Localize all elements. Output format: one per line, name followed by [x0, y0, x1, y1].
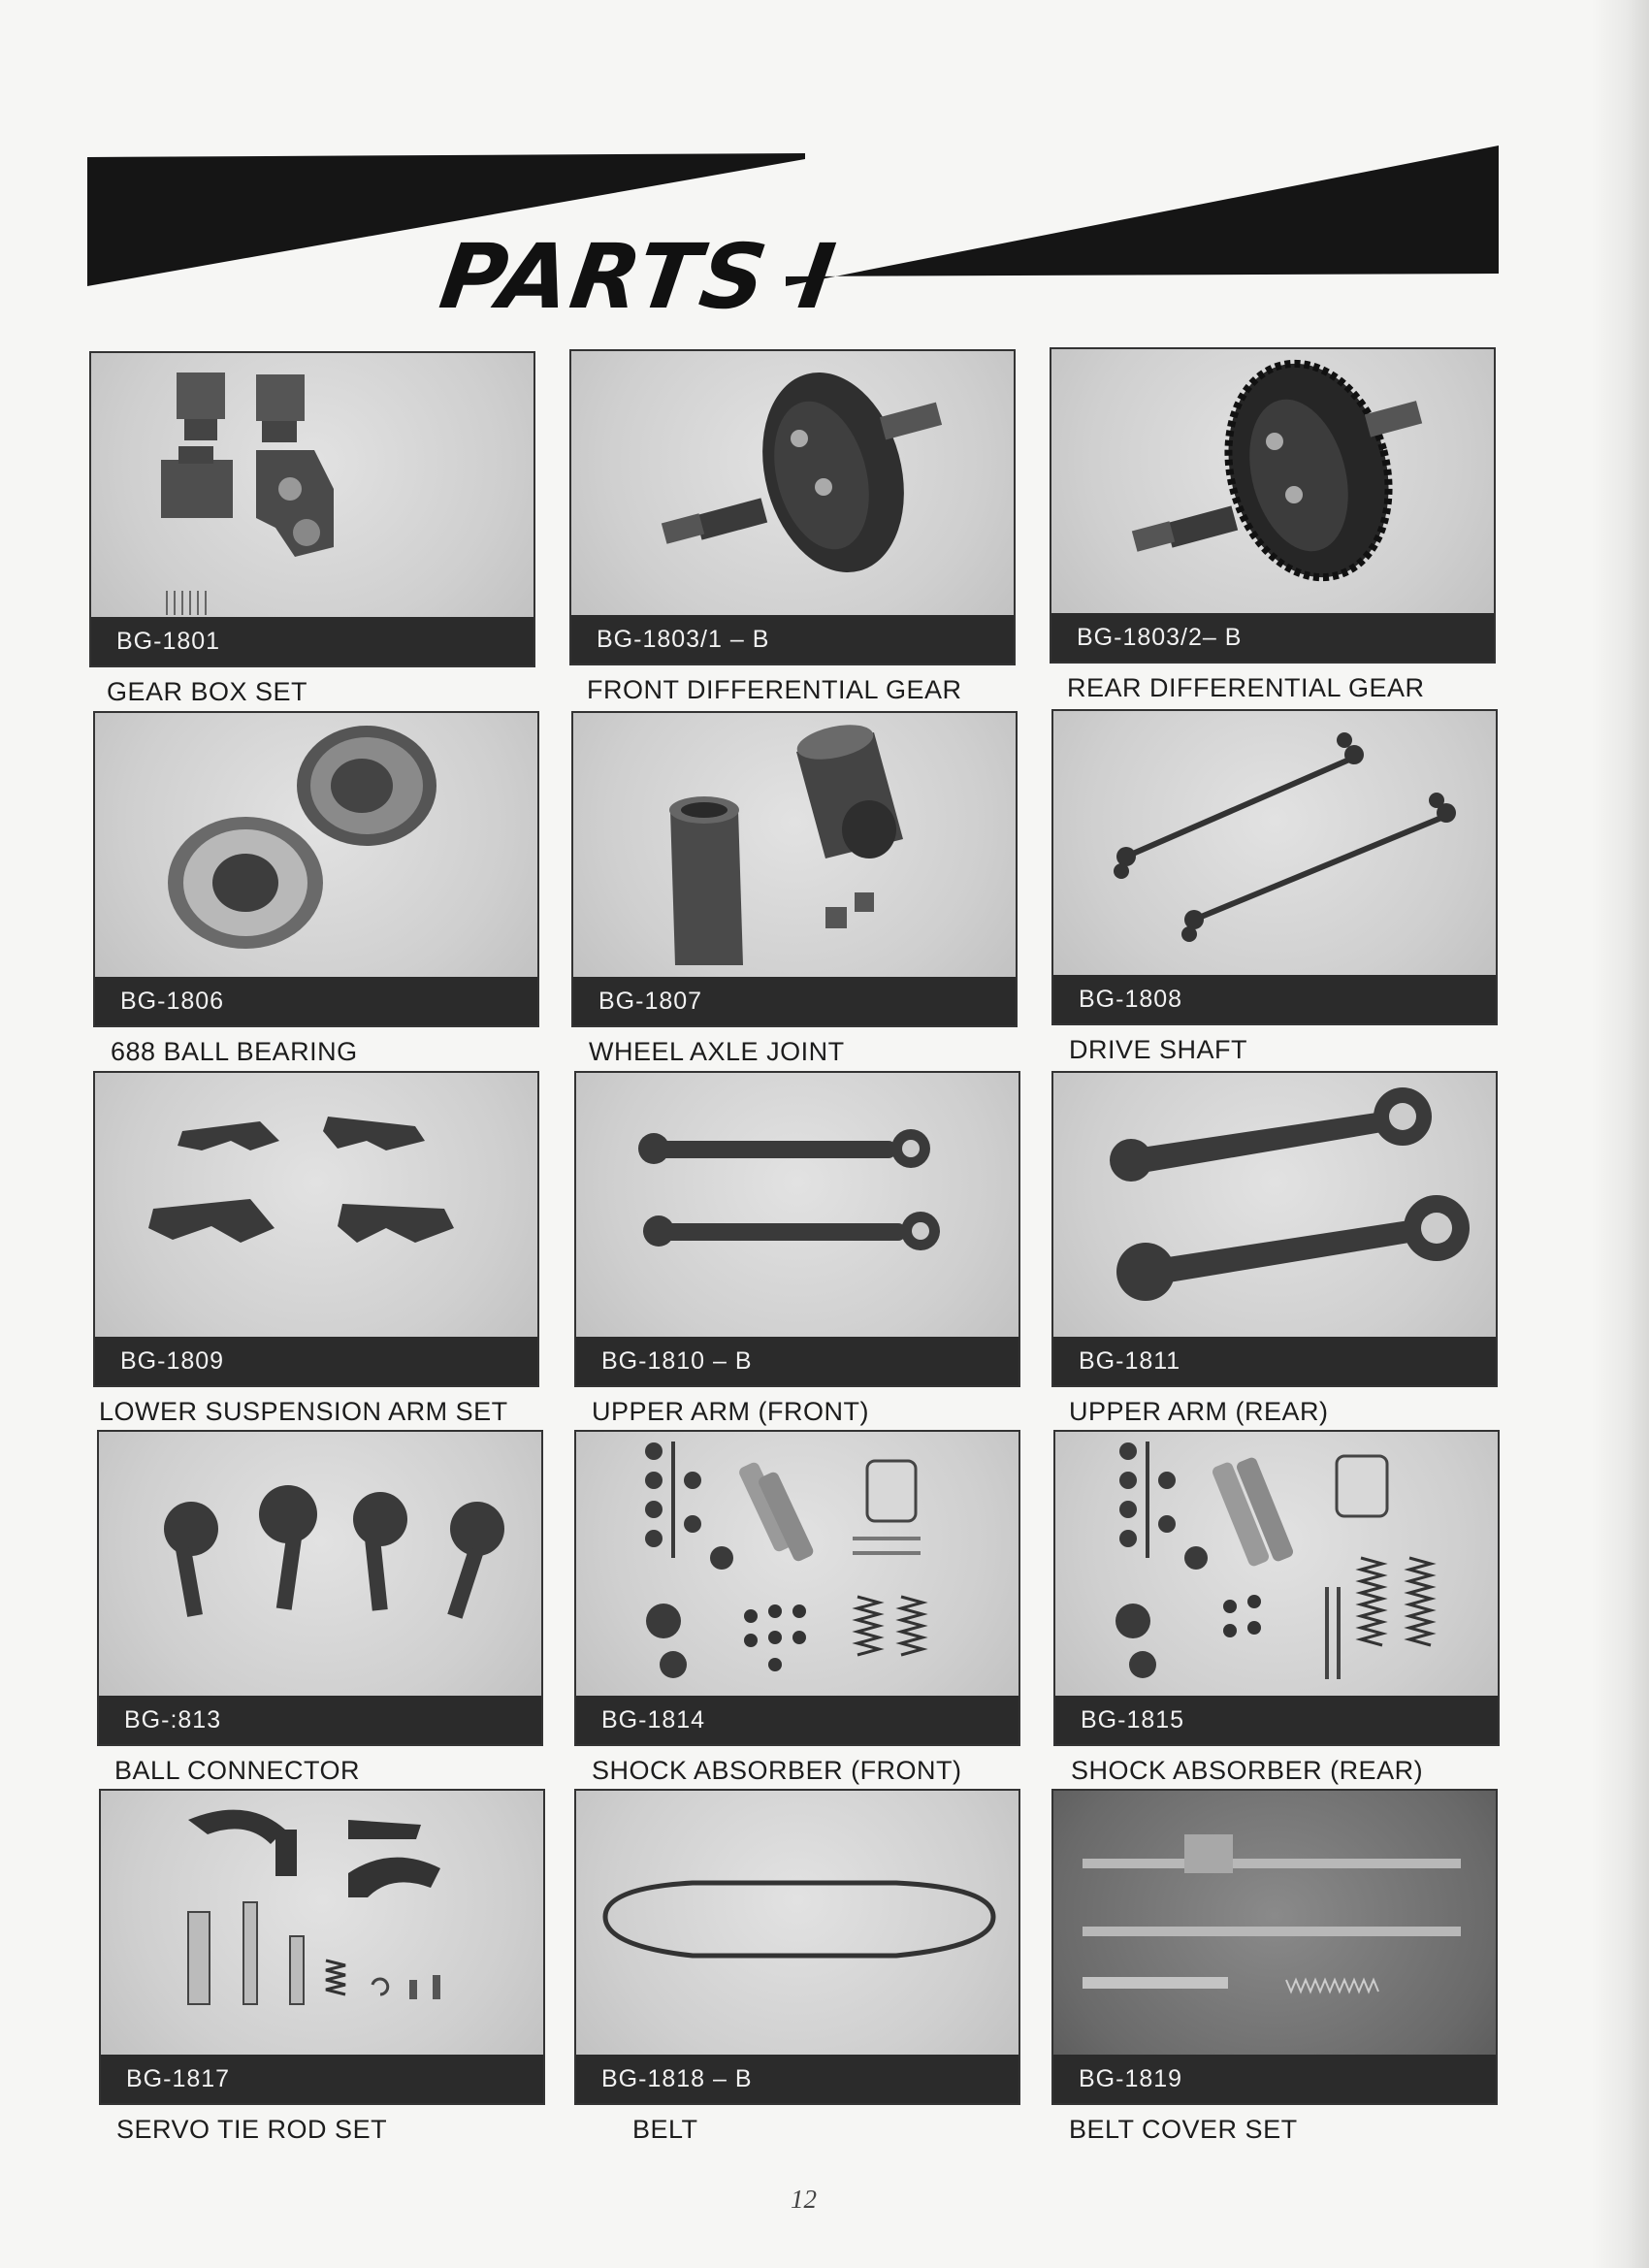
part-code: BG-1814 — [576, 1696, 1018, 1744]
shock-absorber-icon — [1053, 1430, 1500, 1746]
part-name: WHEEL AXLE JOINT — [589, 1037, 845, 1066]
shock-absorber-icon — [574, 1430, 1020, 1746]
ball-connector-icon — [97, 1430, 543, 1746]
upper-arm-icon — [574, 1071, 1020, 1387]
ball-bearing-icon — [93, 711, 539, 1027]
axle-joint-icon — [571, 711, 1018, 1027]
differential-gear-icon — [569, 349, 1016, 665]
part-card-bg-1809 — [93, 1071, 539, 1427]
part-code: BG-1806 — [95, 977, 537, 1025]
part-code: BG-1801 — [91, 617, 534, 665]
page-edge-shadow — [1591, 0, 1649, 2268]
gear-box-icon — [89, 351, 535, 667]
part-card-bg-1807 — [571, 711, 1018, 1067]
page-number: 12 — [791, 2185, 817, 2214]
part-name: SERVO TIE ROD SET — [116, 2115, 388, 2144]
page-title: PARTS I — [434, 225, 843, 329]
part-code: BG-:813 — [99, 1696, 541, 1744]
part-name: UPPER ARM (FRONT) — [592, 1397, 870, 1426]
part-code: BG-1803/1 – B — [571, 615, 1014, 664]
part-card-bg-1815 — [1053, 1430, 1500, 1786]
part-name: DRIVE SHAFT — [1069, 1035, 1248, 1064]
belt-cover-icon — [1051, 1789, 1498, 2105]
part-code: BG-1819 — [1053, 2055, 1496, 2103]
part-code: BG-1807 — [573, 977, 1016, 1025]
part-card-bg-1819 — [1051, 1789, 1498, 2145]
part-card-bg-1803-1 — [569, 349, 1016, 705]
part-card-bg-1806 — [93, 711, 539, 1067]
part-card-bg-1803-2 — [1050, 347, 1496, 703]
part-name: BELT — [632, 2115, 698, 2144]
differential-gear-icon — [1050, 347, 1496, 664]
part-code: BG-1817 — [101, 2055, 543, 2103]
part-code: BG-1815 — [1055, 1696, 1498, 1744]
drive-shaft-icon — [1051, 709, 1498, 1025]
part-name: BALL CONNECTOR — [114, 1756, 361, 1785]
part-name: GEAR BOX SET — [107, 677, 308, 706]
part-name: 688 BALL BEARING — [111, 1037, 358, 1066]
part-card-bg-1818 — [574, 1789, 1020, 2145]
part-card-bg-1814 — [574, 1430, 1020, 1786]
part-name: LOWER SUSPENSION ARM SET — [99, 1397, 508, 1426]
part-name: BELT COVER SET — [1069, 2115, 1298, 2144]
part-code: BG-1803/2– B — [1051, 613, 1494, 662]
part-name: UPPER ARM (REAR) — [1069, 1397, 1329, 1426]
part-name: SHOCK ABSORBER (REAR) — [1071, 1756, 1424, 1785]
part-code: BG-1810 – B — [576, 1337, 1018, 1385]
part-code: BG-1808 — [1053, 975, 1496, 1023]
tie-rod-icon — [99, 1789, 545, 2105]
belt-icon — [574, 1789, 1020, 2105]
part-code: BG-1811 — [1053, 1337, 1496, 1385]
part-name: FRONT DIFFERENTIAL GEAR — [587, 675, 962, 704]
part-card-bg-1801 — [89, 351, 535, 707]
part-code: BG-1809 — [95, 1337, 537, 1385]
part-card-bg-1810 — [574, 1071, 1020, 1427]
part-card-bg-1817 — [99, 1789, 545, 2145]
upper-arm-icon — [1051, 1071, 1498, 1387]
part-card-bg-1813 — [97, 1430, 543, 1786]
part-card-bg-1811 — [1051, 1071, 1498, 1427]
part-name: SHOCK ABSORBER (FRONT) — [592, 1756, 962, 1785]
part-name: REAR DIFFERENTIAL GEAR — [1067, 673, 1425, 702]
suspension-arm-icon — [93, 1071, 539, 1387]
part-code: BG-1818 – B — [576, 2055, 1018, 2103]
part-card-bg-1808 — [1051, 709, 1498, 1065]
